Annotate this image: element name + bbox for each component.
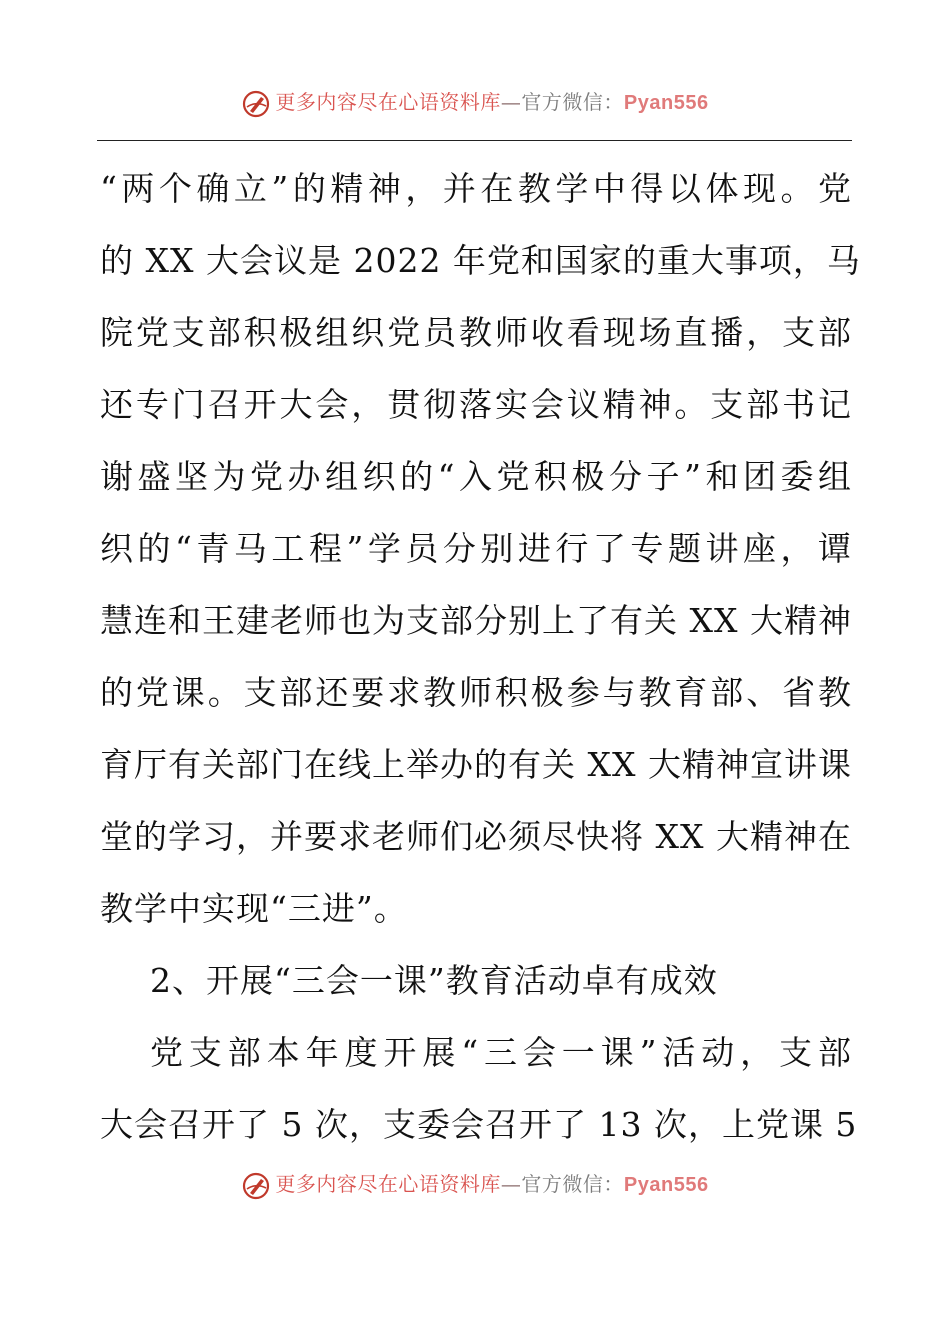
body-line: 大会召开了 5 次，支委会召开了 13 次，上党课 5 — [100, 1105, 858, 1144]
document-body — [100, 153, 861, 1161]
body-line: 谢盛坚为党办组织的“入党积极分子”和团委组 — [100, 457, 852, 496]
footer-wechat-id: Pyan556 — [623, 1174, 709, 1196]
body-line: 堂的学习，并要求老师们必须尽快将 XX 大精神在 — [100, 817, 852, 856]
footer-wechat-label: 官方微信： — [521, 1172, 624, 1196]
body-line: 育厅有关部门在线上举办的有关 XX 大精神宣讲课 — [100, 745, 852, 784]
header-wechat-label: 官方微信： — [521, 90, 624, 114]
body-line: 的 XX 大会议是 2022 年党和国家的重大事项，马 — [100, 241, 861, 280]
body-line: 院党支部积极组织党员教师收看现场直播，支部 — [100, 313, 852, 352]
header-rule — [97, 140, 852, 141]
header-wechat-id: Pyan556 — [623, 92, 709, 114]
footer-banner — [0, 1168, 950, 1201]
body-line: 慧连和王建老师也为支部分别上了有关 XX 大精神 — [100, 601, 852, 640]
body-line: 织的“青马工程”学员分别进行了专题讲座，谭 — [100, 529, 852, 568]
body-line: “两个确立”的精神，并在教学中得以体现。党 — [100, 169, 852, 208]
body-line: 还专门召开大会，贯彻落实会议精神。支部书记 — [100, 385, 852, 424]
body-line: 的党课。支部还要求教师积极参与教育部、省教 — [100, 673, 852, 712]
body-line: 教学中实现“三进”。 — [100, 889, 408, 928]
header-banner-text: 更多内容尽在心语资料库 — [275, 90, 501, 114]
body-line: 党支部本年度开展“三会一课”活动，支部 — [150, 1033, 852, 1072]
pen-logo-icon — [241, 89, 271, 119]
header-banner-separator: — — [500, 90, 522, 114]
footer-banner-separator: — — [500, 1172, 522, 1196]
pen-logo-icon — [241, 1171, 271, 1201]
header-banner — [0, 86, 950, 119]
footer-banner-text: 更多内容尽在心语资料库 — [275, 1172, 501, 1196]
section-heading: 2、开展“三会一课”教育活动卓有成效 — [150, 961, 718, 1000]
